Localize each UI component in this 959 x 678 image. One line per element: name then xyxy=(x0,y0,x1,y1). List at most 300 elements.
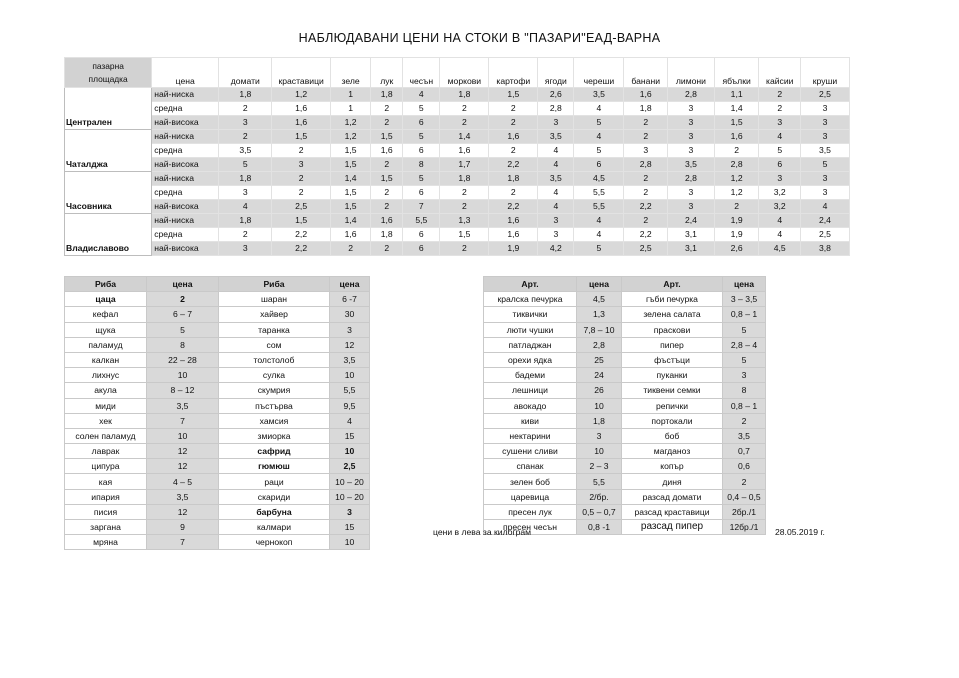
price-cell: 1,2 xyxy=(714,186,759,200)
price-cell: 5,5 xyxy=(330,383,370,398)
price-cell: 2 xyxy=(723,474,766,489)
price-cell: 3,5 xyxy=(147,489,219,504)
price-cell: 5 xyxy=(147,322,219,337)
price-cell: 8 xyxy=(723,383,766,398)
price-cell: 4 xyxy=(538,144,574,158)
article-name: орехи ядка xyxy=(484,352,577,367)
fish-name: хек xyxy=(65,413,147,428)
price-cell: 3 xyxy=(330,504,370,519)
price-cell: 6 xyxy=(574,158,624,172)
price-cell: 3 xyxy=(219,116,272,130)
price-cell: 1 xyxy=(330,88,370,102)
price-cell: 2,2 xyxy=(272,228,331,242)
price-cell: 1,6 xyxy=(272,116,331,130)
price-cell: 1,3 xyxy=(440,214,489,228)
price-cell: 6 xyxy=(403,228,440,242)
table-row xyxy=(65,504,370,519)
fish-name: гюмюш xyxy=(219,459,330,474)
price-cell: 3 xyxy=(668,116,715,130)
price-cell: 5,5 xyxy=(574,186,624,200)
price-cell: 5,5 xyxy=(574,200,624,214)
price-cell: 0,8 – 1 xyxy=(723,398,766,413)
price-cell: 2,6 xyxy=(538,88,574,102)
price-cell: 2 xyxy=(723,413,766,428)
price-cell: 0,8 – 1 xyxy=(723,307,766,322)
price-cell: 3 xyxy=(800,186,849,200)
table-row xyxy=(65,413,370,428)
table-row xyxy=(65,186,850,200)
table-row xyxy=(484,292,766,307)
price-cell: 1,8 xyxy=(440,172,489,186)
price-cell: 2,8 xyxy=(624,158,668,172)
price-header: цена xyxy=(147,277,219,292)
table-row xyxy=(65,144,850,158)
price-cell: 6 xyxy=(403,144,440,158)
price-cell: 2 xyxy=(489,144,538,158)
table-row xyxy=(484,504,766,519)
table-row xyxy=(65,307,370,322)
price-cell: 2 xyxy=(489,186,538,200)
table-row xyxy=(65,214,850,228)
price-cell: 2 xyxy=(330,242,370,256)
price-cell: 2,8 xyxy=(668,172,715,186)
price-cell: 2 xyxy=(440,200,489,214)
table-row xyxy=(484,413,766,428)
price-cell: 3 xyxy=(538,214,574,228)
article-name: зелен боб xyxy=(484,474,577,489)
fish-name: солен паламуд xyxy=(65,428,147,443)
article-name: киви xyxy=(484,413,577,428)
price-cell: 1,6 xyxy=(272,102,331,116)
price-cell: 10 xyxy=(147,368,219,383)
price-cell: 2 xyxy=(147,292,219,307)
fish-name: сафрид xyxy=(219,444,330,459)
product-header: лимони xyxy=(668,58,715,88)
price-cell: 3 xyxy=(219,186,272,200)
price-cell: 0,5 – 0,7 xyxy=(577,504,622,519)
price-cell: 2,6 xyxy=(714,242,759,256)
article-name: авокадо xyxy=(484,398,577,413)
fish-name: хамсия xyxy=(219,413,330,428)
price-type: най-ниска xyxy=(152,88,219,102)
price-cell: 4 xyxy=(330,413,370,428)
table-row xyxy=(65,368,370,383)
article-name: боб xyxy=(622,428,723,443)
site-name: Владиславово xyxy=(65,214,152,256)
price-cell: 1,5 xyxy=(440,228,489,242)
price-cell: 2 xyxy=(371,242,403,256)
article-name: спанак xyxy=(484,459,577,474)
price-cell: 3,5 xyxy=(219,144,272,158)
price-cell: 1,5 xyxy=(330,200,370,214)
price-cell: 5 xyxy=(574,116,624,130)
table-row xyxy=(65,489,370,504)
price-cell: 3 xyxy=(800,130,849,144)
price-cell: 4 xyxy=(219,200,272,214)
price-cell: 12 xyxy=(330,337,370,352)
price-cell: 1,5 xyxy=(272,130,331,144)
price-cell: 1,8 xyxy=(577,413,622,428)
fish-name: сулка xyxy=(219,368,330,383)
price-cell: 10 – 20 xyxy=(330,489,370,504)
price-cell: 5 xyxy=(800,158,849,172)
price-type: най-ниска xyxy=(152,214,219,228)
price-cell: 2/бр. xyxy=(577,489,622,504)
product-header: чесън xyxy=(403,58,440,88)
table-row xyxy=(65,242,850,256)
price-cell: 5 xyxy=(574,144,624,158)
price-cell: 15 xyxy=(330,428,370,443)
site-header xyxy=(65,58,152,88)
table-row xyxy=(65,352,370,367)
site-name: Чаталджа xyxy=(65,130,152,172)
price-type: средна xyxy=(152,228,219,242)
fish-name: раци xyxy=(219,474,330,489)
price-cell: 4,5 xyxy=(574,172,624,186)
price-cell: 4,2 xyxy=(538,242,574,256)
product-header: краставици xyxy=(272,58,331,88)
price-cell: 1,1 xyxy=(714,88,759,102)
price-type: средна xyxy=(152,102,219,116)
article-name: копър xyxy=(622,459,723,474)
table-row xyxy=(484,307,766,322)
product-header: круши xyxy=(800,58,849,88)
fish-name: таранка xyxy=(219,322,330,337)
article-name: патладжан xyxy=(484,337,577,352)
price-cell: 3 xyxy=(538,228,574,242)
price-cell: 2,4 xyxy=(668,214,715,228)
article-name: фъстъци xyxy=(622,352,723,367)
table-row xyxy=(65,474,370,489)
price-cell: 4 xyxy=(759,228,800,242)
price-cell: 2 xyxy=(371,158,403,172)
table-row xyxy=(65,428,370,443)
price-cell: 2,5 xyxy=(330,459,370,474)
price-cell: 7 xyxy=(403,200,440,214)
price-cell: 4,5 xyxy=(577,292,622,307)
price-cell: 2,2 xyxy=(489,200,538,214)
price-cell: 4 xyxy=(574,130,624,144)
price-cell: 10 xyxy=(330,444,370,459)
price-cell: 4 xyxy=(759,130,800,144)
article-name: тиквички xyxy=(484,307,577,322)
table-row xyxy=(65,228,850,242)
product-header: домати xyxy=(219,58,272,88)
fish-name: мряна xyxy=(65,535,147,550)
fish-name: лаврак xyxy=(65,444,147,459)
price-cell: 2 xyxy=(371,116,403,130)
price-cell: 2,4 xyxy=(800,214,849,228)
price-cell: 3 xyxy=(800,116,849,130)
price-cell: 2,2 xyxy=(489,158,538,172)
price-type: най-ниска xyxy=(152,172,219,186)
price-type: средна xyxy=(152,186,219,200)
price-cell: 1,5 xyxy=(371,130,403,144)
price-cell: 2 xyxy=(624,186,668,200)
price-cell: 5,5 xyxy=(403,214,440,228)
table-row xyxy=(484,474,766,489)
page-title: НАБЛЮДАВАНИ ЦЕНИ НА СТОКИ В "ПАЗАРИ"ЕАД-ВАРНА xyxy=(298,31,661,45)
price-cell: 8 xyxy=(403,158,440,172)
price-cell: 4 xyxy=(538,158,574,172)
product-header: лук xyxy=(371,58,403,88)
article-name: пипер xyxy=(622,337,723,352)
units-note: цени в лева за килограм xyxy=(433,527,532,537)
price-cell: 4 xyxy=(574,102,624,116)
table-row xyxy=(484,398,766,413)
price-cell: 3,2 xyxy=(759,200,800,214)
price-cell: 5 xyxy=(759,144,800,158)
price-type: най-висока xyxy=(152,242,219,256)
price-cell: 1,5 xyxy=(330,158,370,172)
fish-header: Риба xyxy=(65,277,147,292)
table-row xyxy=(65,172,850,186)
price-header: цена xyxy=(152,58,219,88)
price-cell: 1,9 xyxy=(489,242,538,256)
article-name: пресен чесън xyxy=(484,520,577,535)
price-cell: 1,8 xyxy=(489,172,538,186)
price-cell: 4 xyxy=(574,228,624,242)
price-cell: 3 xyxy=(668,186,715,200)
fish-name: ипария xyxy=(65,489,147,504)
price-cell: 1,2 xyxy=(330,130,370,144)
price-cell: 1,5 xyxy=(272,214,331,228)
product-header: моркови xyxy=(440,58,489,88)
price-cell: 4 – 5 xyxy=(147,474,219,489)
price-cell: 2 xyxy=(219,102,272,116)
price-cell: 2,8 – 4 xyxy=(723,337,766,352)
price-cell: 4 xyxy=(538,200,574,214)
price-cell: 2,8 xyxy=(577,337,622,352)
price-cell: 10 xyxy=(330,535,370,550)
price-cell: 1,5 xyxy=(330,144,370,158)
price-cell: 4 xyxy=(800,200,849,214)
price-cell: 4 xyxy=(759,214,800,228)
price-cell: 3 xyxy=(723,368,766,383)
price-cell: 3,5 xyxy=(538,130,574,144)
article-name: нектарини xyxy=(484,428,577,443)
price-cell: 2 – 3 xyxy=(577,459,622,474)
price-cell: 1,6 xyxy=(624,88,668,102)
price-cell: 3,1 xyxy=(668,228,715,242)
price-cell: 1,4 xyxy=(714,102,759,116)
fish-name: барбуна xyxy=(219,504,330,519)
product-header: кайсии xyxy=(759,58,800,88)
product-header: ягоди xyxy=(538,58,574,88)
article-name: праскови xyxy=(622,322,723,337)
article-name: магданоз xyxy=(622,444,723,459)
article-name: кралска печурка xyxy=(484,292,577,307)
price-cell: 8 – 12 xyxy=(147,383,219,398)
price-cell: 2 xyxy=(371,102,403,116)
price-cell: 25 xyxy=(577,352,622,367)
price-type: най-висока xyxy=(152,158,219,172)
article-name: бадеми xyxy=(484,368,577,383)
product-header: зеле xyxy=(330,58,370,88)
price-cell: 10 xyxy=(577,398,622,413)
price-cell: 2 xyxy=(714,200,759,214)
price-cell: 1,9 xyxy=(714,214,759,228)
site-header-line-2: площадка xyxy=(88,73,128,84)
price-cell: 1,6 xyxy=(489,228,538,242)
price-cell: 0,4 – 0,5 xyxy=(723,489,766,504)
article-name: репички xyxy=(622,398,723,413)
price-cell: 2 xyxy=(440,116,489,130)
fish-name: писия xyxy=(65,504,147,519)
price-cell: 3 xyxy=(759,172,800,186)
price-cell: 2 xyxy=(759,102,800,116)
price-cell: 5 xyxy=(403,130,440,144)
fish-name: сом xyxy=(219,337,330,352)
price-cell: 3,2 xyxy=(759,186,800,200)
table-row xyxy=(484,459,766,474)
price-cell: 1,5 xyxy=(714,116,759,130)
price-type: най-ниска xyxy=(152,130,219,144)
price-cell: 3 xyxy=(577,428,622,443)
price-cell: 12 xyxy=(147,504,219,519)
article-name: сушени сливи xyxy=(484,444,577,459)
price-cell: 12бр./1 xyxy=(723,520,766,535)
price-cell: 3,5 xyxy=(723,428,766,443)
price-cell: 3 xyxy=(800,102,849,116)
table-row xyxy=(65,200,850,214)
price-cell: 5 xyxy=(403,172,440,186)
price-cell: 5,5 xyxy=(577,474,622,489)
fish-name: шаран xyxy=(219,292,330,307)
fish-name: акула xyxy=(65,383,147,398)
header-row xyxy=(65,58,850,88)
price-cell: 7 xyxy=(147,413,219,428)
price-cell: 1,2 xyxy=(330,116,370,130)
fish-name: миди xyxy=(65,398,147,413)
table-row xyxy=(65,383,370,398)
price-cell: 2 xyxy=(440,102,489,116)
table-row xyxy=(65,459,370,474)
fish-name: ципура xyxy=(65,459,147,474)
price-cell: 1,6 xyxy=(714,130,759,144)
fish-price-table xyxy=(64,276,370,550)
price-cell: 1,8 xyxy=(219,214,272,228)
price-cell: 2 xyxy=(272,186,331,200)
price-header: цена xyxy=(577,277,622,292)
price-cell: 3,5 xyxy=(574,88,624,102)
price-cell: 6 xyxy=(403,242,440,256)
fish-name: кая xyxy=(65,474,147,489)
product-header: ябълки xyxy=(714,58,759,88)
price-cell: 1,6 xyxy=(489,214,538,228)
price-cell: 1,8 xyxy=(440,88,489,102)
price-cell: 1,6 xyxy=(330,228,370,242)
price-cell: 2 xyxy=(219,130,272,144)
price-cell: 2 xyxy=(759,88,800,102)
fish-name: цаца xyxy=(65,292,147,307)
price-header: цена xyxy=(330,277,370,292)
price-cell: 1,6 xyxy=(371,144,403,158)
article-header: Арт. xyxy=(484,277,577,292)
table-row xyxy=(65,292,370,307)
price-header: цена xyxy=(723,277,766,292)
price-cell: 5 xyxy=(723,322,766,337)
price-cell: 1,5 xyxy=(330,186,370,200)
price-cell: 1 xyxy=(330,102,370,116)
price-cell: 3 xyxy=(219,242,272,256)
article-name: тиквени семки xyxy=(622,383,723,398)
price-cell: 2,5 xyxy=(800,228,849,242)
price-cell: 10 xyxy=(330,368,370,383)
price-cell: 2 xyxy=(489,102,538,116)
price-cell: 10 xyxy=(577,444,622,459)
price-cell: 6 -7 xyxy=(330,292,370,307)
price-cell: 2,8 xyxy=(668,88,715,102)
fish-name: хайвер xyxy=(219,307,330,322)
price-cell: 1,6 xyxy=(371,214,403,228)
price-cell: 3 – 3,5 xyxy=(723,292,766,307)
price-cell: 2 xyxy=(714,144,759,158)
table-row xyxy=(65,444,370,459)
price-cell: 1,9 xyxy=(714,228,759,242)
price-cell: 1,5 xyxy=(371,172,403,186)
fish-name: чернокоп xyxy=(219,535,330,550)
price-cell: 1,4 xyxy=(440,130,489,144)
price-cell: 2 xyxy=(624,214,668,228)
header-row xyxy=(65,277,370,292)
price-cell: 1,8 xyxy=(219,88,272,102)
price-cell: 3,5 xyxy=(538,172,574,186)
fish-name: щука xyxy=(65,322,147,337)
price-cell: 9 xyxy=(147,520,219,535)
price-cell: 2 xyxy=(272,172,331,186)
price-cell: 3 xyxy=(624,144,668,158)
price-cell: 2,2 xyxy=(624,200,668,214)
article-name: пуканки xyxy=(622,368,723,383)
price-cell: 2,8 xyxy=(714,158,759,172)
table-row xyxy=(65,535,370,550)
price-cell: 1,8 xyxy=(219,172,272,186)
article-header: Арт. xyxy=(622,277,723,292)
price-cell: 3,5 xyxy=(800,144,849,158)
price-cell: 10 xyxy=(147,428,219,443)
table-row xyxy=(484,428,766,443)
table-row xyxy=(65,116,850,130)
price-cell: 2,5 xyxy=(800,88,849,102)
price-cell: 2 xyxy=(219,228,272,242)
price-cell: 2,2 xyxy=(624,228,668,242)
price-cell: 1,5 xyxy=(489,88,538,102)
site-header-line-1: пазарна xyxy=(92,60,124,71)
price-cell: 3 xyxy=(272,158,331,172)
table-row xyxy=(484,383,766,398)
price-cell: 1,2 xyxy=(272,88,331,102)
price-cell: 3 xyxy=(538,116,574,130)
price-cell: 2,5 xyxy=(272,200,331,214)
price-cell: 3 xyxy=(668,130,715,144)
price-cell: 3 xyxy=(800,172,849,186)
price-cell: 2 xyxy=(489,116,538,130)
price-cell: 12 xyxy=(147,444,219,459)
price-cell: 5 xyxy=(723,352,766,367)
fish-header: Риба xyxy=(219,277,330,292)
report-date: 28.05.2019 г. xyxy=(775,527,825,537)
price-cell: 3,5 xyxy=(668,158,715,172)
site-name: Часовника xyxy=(65,172,152,214)
table-row xyxy=(65,130,850,144)
fish-name: толстолоб xyxy=(219,352,330,367)
price-cell: 1,6 xyxy=(489,130,538,144)
site-name: Централен xyxy=(65,88,152,130)
price-cell: 3,1 xyxy=(668,242,715,256)
price-cell: 4,5 xyxy=(759,242,800,256)
article-name: люти чушки xyxy=(484,322,577,337)
